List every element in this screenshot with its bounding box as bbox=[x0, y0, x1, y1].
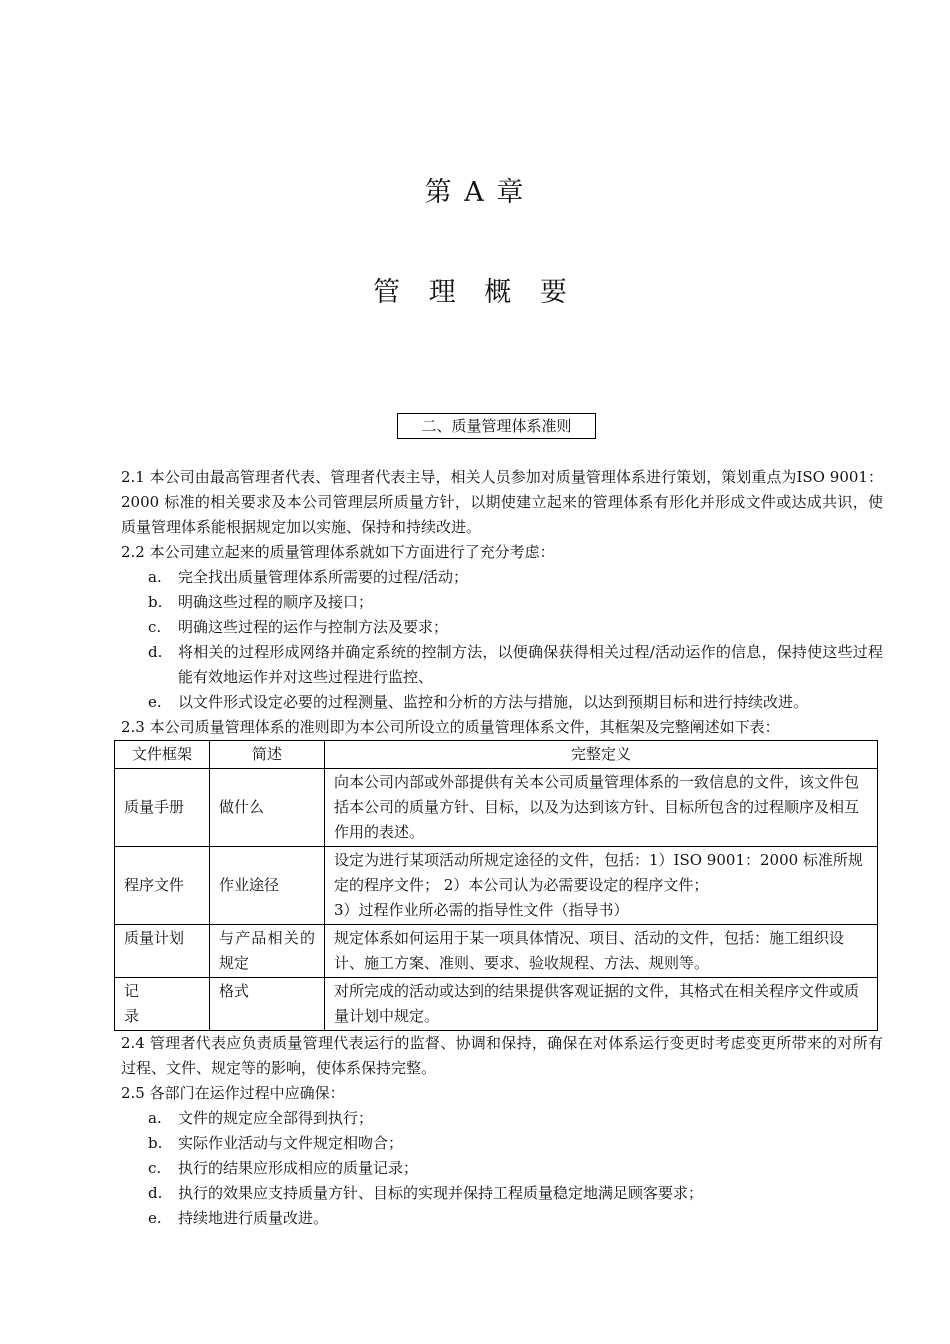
framework-table bbox=[114, 740, 878, 1031]
list-marker: e. bbox=[148, 693, 162, 711]
header-framework: 文件框架 bbox=[115, 741, 210, 769]
list-item-text: 持续地进行质量改进。 bbox=[178, 1209, 329, 1227]
list-marker: b. bbox=[148, 593, 163, 611]
table-header-row bbox=[115, 741, 878, 769]
table-row bbox=[115, 847, 878, 925]
chapter-title: 管 理 概 要 bbox=[373, 277, 577, 308]
definition-line: 3）过程作业所必需的指导性文件（指导书） bbox=[334, 901, 629, 919]
list-item-text: 明确这些过程的顺序及接口； bbox=[178, 593, 374, 611]
list-marker: c. bbox=[148, 618, 162, 636]
cell-definition bbox=[325, 847, 878, 925]
list-marker: a. bbox=[148, 1109, 162, 1127]
chapter-number: 第 A 章 bbox=[424, 177, 526, 208]
list-marker: d. bbox=[148, 1184, 163, 1202]
paragraph-2-2: 2.2 本公司建立起来的质量管理体系就如下方面进行了充分考虑： bbox=[121, 543, 555, 561]
cell-brief: 格式 bbox=[210, 978, 325, 1031]
list-item bbox=[121, 690, 883, 715]
paragraph-2-4: 2.4 管理者代表应负责质量管理代表运行的监督、协调和保持，确保在对体系运行变更时考虑变更所带来的对所有过程、文件、规定等的影响，使体系保持完整。 bbox=[121, 1034, 883, 1077]
cell-framework: 质量手册 bbox=[115, 769, 210, 847]
table-row bbox=[115, 978, 878, 1031]
list-item-text: 执行的效果应支持质量方针、目标的实现并保持工程质量稳定地满足顾客要求； bbox=[178, 1184, 704, 1202]
list-item-text: 明确这些过程的运作与控制方法及要求； bbox=[178, 618, 449, 636]
cell-definition: 规定体系如何运用于某一项具体情况、项目、活动的文件，包括：施工组织设计、施工方案、准则、要求、验收规程、方法、规则等。 bbox=[325, 925, 878, 978]
paragraph-2-1: 2.1 本公司由最高管理者代表、管理者代表主导，相关人员参加对质量管理体系进行策划，策划重点为ISO 9001：2000 标准的相关要求及本公司管理层所质量方针，以期使建立起来的管理体系有形化并形成文件或达成共识，使质量管理体系能根据规定加以实施、保持和持续改进。 bbox=[121, 468, 883, 536]
list-marker: e. bbox=[148, 1209, 162, 1227]
list-item-text: 完全找出质量管理体系所需要的过程/活动； bbox=[178, 568, 469, 586]
list-item bbox=[121, 1131, 883, 1156]
list-marker: b. bbox=[148, 1134, 163, 1152]
list-item-text: 以文件形式设定必要的过程测量、监控和分析的方法与措施，以达到预期目标和进行持续改进。 bbox=[178, 693, 809, 711]
list-item-text: 实际作业活动与文件规定相吻合； bbox=[178, 1134, 404, 1152]
cell-definition: 对所完成的活动或达到的结果提供客观证据的文件，其格式在相关程序文件或质量计划中规定。 bbox=[325, 978, 878, 1031]
list-item bbox=[121, 1206, 883, 1231]
list-item-text: 文件的规定应全部得到执行； bbox=[178, 1109, 374, 1127]
list-2-5 bbox=[121, 1106, 883, 1231]
cell-brief: 作业途径 bbox=[210, 847, 325, 925]
document-body bbox=[121, 465, 883, 1231]
list-item bbox=[121, 565, 883, 590]
cell-brief: 与产品相关的规定 bbox=[210, 925, 325, 978]
definition-line: 设定为进行某项活动所规定途径的文件，包括：1）ISO 9001：2000 标准所规定的程序文件； 2）本公司认为必需要设定的程序文件； bbox=[334, 851, 863, 894]
section-heading: 二、质量管理体系准则 bbox=[397, 413, 596, 439]
cell-framework: 质量计划 bbox=[115, 925, 210, 978]
table-row bbox=[115, 769, 878, 847]
paragraph-2-3: 2.3 本公司质量管理体系的准则即为本公司所设立的质量管理体系文件，其框架及完整阐述如下表： bbox=[121, 718, 780, 736]
list-marker: d. bbox=[148, 643, 163, 661]
list-item bbox=[121, 1181, 883, 1206]
cell-brief: 做什么 bbox=[210, 769, 325, 847]
cell-definition: 向本公司内部或外部提供有关本公司质量管理体系的一致信息的文件，该文件包括本公司的质量方针、目标，以及为达到该方针、目标所包含的过程顺序及相互作用的表述。 bbox=[325, 769, 878, 847]
header-definition: 完整定义 bbox=[325, 741, 878, 769]
table-row bbox=[115, 925, 878, 978]
list-marker: a. bbox=[148, 568, 162, 586]
list-item-text: 执行的结果应形成相应的质量记录； bbox=[178, 1159, 419, 1177]
list-marker: c. bbox=[148, 1159, 162, 1177]
list-2-2 bbox=[121, 565, 883, 715]
list-item bbox=[121, 1156, 883, 1181]
cell-framework: 记 录 bbox=[115, 978, 210, 1031]
list-item bbox=[121, 615, 883, 640]
list-item bbox=[121, 640, 883, 690]
header-brief: 简述 bbox=[210, 741, 325, 769]
list-item bbox=[121, 1106, 883, 1131]
paragraph-2-5: 2.5 各部门在运作过程中应确保： bbox=[121, 1084, 345, 1102]
cell-framework: 程序文件 bbox=[115, 847, 210, 925]
list-item-text: 将相关的过程形成网络并确定系统的控制方法，以便确保获得相关过程/活动运作的信息，保持使这些过程能有效地运作并对这些过程进行监控、 bbox=[178, 643, 883, 686]
list-item bbox=[121, 590, 883, 615]
